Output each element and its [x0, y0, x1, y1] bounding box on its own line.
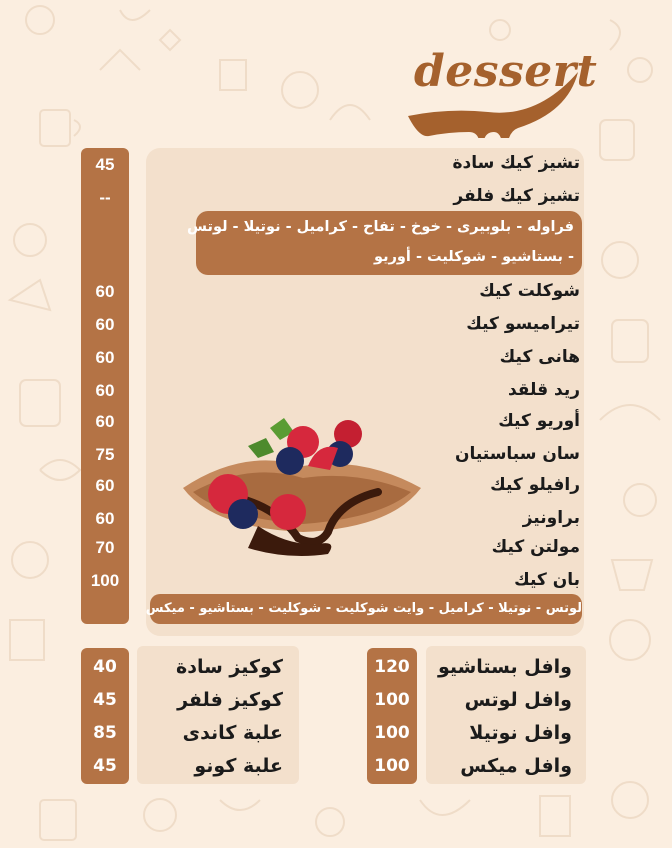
price-column [81, 148, 129, 624]
menu-item-name: ريد قلقد [507, 380, 580, 400]
waffles-price-column [367, 648, 417, 784]
price: 60 [95, 315, 115, 334]
crepe-berries-illustration [178, 406, 428, 556]
menu-item-name: رافيلو كيك [490, 475, 580, 495]
price: 85 [93, 723, 117, 743]
waffles-panel [426, 646, 586, 784]
flavors-line: - بستاشيو - شوكليت - أوريو [374, 249, 574, 265]
menu-item-name: أوريو كيك [498, 411, 580, 431]
cookie-item-name: علبة كاندى [182, 722, 283, 744]
price: 100 [374, 690, 410, 710]
menu-item-name: مولتن كيك [491, 537, 580, 557]
flavors-line: فراوله - بلوبيرى - خوخ - تفاح - كراميل - نوتيلا - لوتس [187, 219, 574, 235]
title-text: dessert [414, 46, 598, 97]
price: 60 [95, 381, 115, 400]
menu-title [404, 38, 598, 138]
price: 70 [95, 538, 115, 557]
menu-item-name: شوكلت كيك [479, 281, 580, 301]
price: 60 [95, 282, 115, 301]
waffle-item-name: وافل نوتيلا [469, 722, 572, 744]
flavors-box [187, 211, 582, 275]
price: 75 [95, 445, 115, 464]
menu-item-name: تيراميسو كيك [466, 314, 580, 334]
waffle-item-name: وافل ميكس [460, 755, 572, 777]
sauces-strip: لوتس - نوتيلا - كراميل - وايت شوكليت - شوكليت - بستاشيو - ميكس [150, 594, 582, 624]
menu-item-name: تشيز كيك سادة [452, 153, 580, 173]
menu-item-name: سان سباستيان [454, 444, 580, 464]
price: 40 [93, 657, 117, 677]
price: 60 [95, 509, 115, 528]
menu-item-name: تشيز كيك فلفر [453, 186, 580, 206]
cookie-item-name: علبة كونو [194, 755, 283, 777]
price: 100 [374, 723, 410, 743]
price: 45 [95, 155, 115, 174]
waffle-item-name: وافل بستاشيو [437, 656, 572, 678]
price: 60 [95, 348, 115, 367]
cookies-panel [137, 646, 299, 784]
price: 120 [374, 657, 410, 677]
cookies-price-column [81, 648, 129, 784]
cookie-item-name: كوكيز فلفر [177, 689, 283, 711]
price: -- [99, 188, 111, 207]
price: 60 [95, 476, 115, 495]
price: 100 [374, 756, 410, 776]
cookie-item-name: كوكيز سادة [176, 656, 283, 678]
price: 100 [90, 571, 120, 590]
price: 45 [93, 690, 117, 710]
menu-item-name: هانى كيك [499, 347, 580, 367]
menu-item-name: براونيز [522, 508, 580, 528]
waffle-item-name: وافل لوتس [464, 689, 572, 711]
price: 60 [95, 412, 115, 431]
price: 45 [93, 756, 117, 776]
menu-item-name: بان كيك [514, 570, 580, 590]
